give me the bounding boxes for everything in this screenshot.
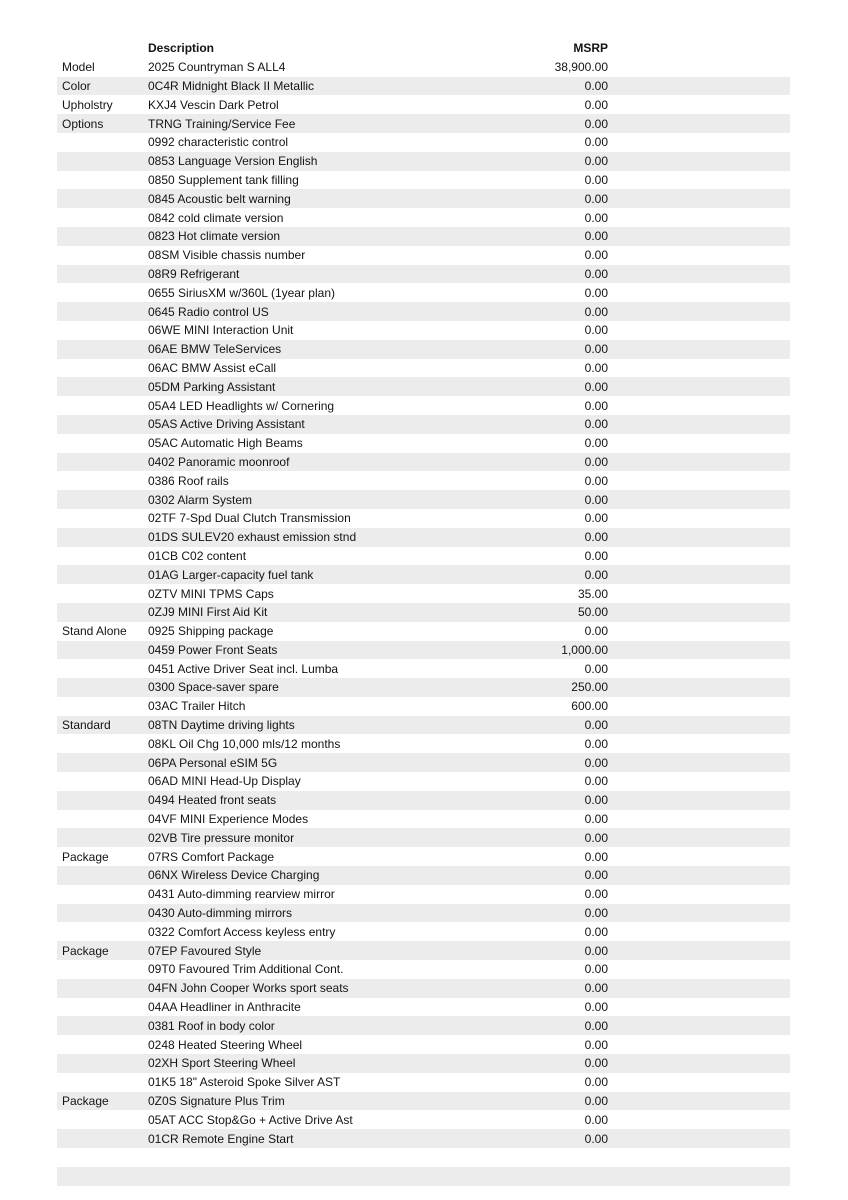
category-cell: Package: [62, 943, 109, 958]
msrp-cell: 0.00: [584, 248, 608, 263]
msrp-cell: 0.00: [584, 172, 608, 187]
category-cell: Standard: [62, 718, 111, 733]
msrp-cell: 0.00: [584, 492, 608, 507]
table-row: [57, 979, 790, 998]
msrp-cell: 50.00: [577, 605, 608, 620]
description-cell: TRNG Training/Service Fee: [148, 116, 296, 131]
description-cell: 05AT ACC Stop&Go + Active Drive Ast: [148, 1112, 353, 1127]
msrp-cell: 0.00: [584, 661, 608, 676]
description-cell: 05AS Active Driving Assistant: [148, 417, 305, 432]
table-row: [57, 659, 790, 678]
description-cell: 0845 Acoustic belt warning: [148, 191, 291, 206]
description-cell: 02TF 7-Spd Dual Clutch Transmission: [148, 511, 351, 526]
msrp-cell: 0.00: [584, 812, 608, 827]
description-cell: 04FN John Cooper Works sport seats: [148, 981, 349, 996]
table-row: [57, 904, 790, 923]
table-row: [57, 58, 790, 77]
msrp-cell: 0.00: [584, 906, 608, 921]
table-row: [57, 1016, 790, 1035]
msrp-cell: 0.00: [584, 1000, 608, 1015]
table-row: [57, 622, 790, 641]
description-cell: 01CR Remote Engine Start: [148, 1131, 294, 1146]
description-column-header: Description: [148, 41, 215, 56]
msrp-cell: 0.00: [584, 548, 608, 563]
description-cell: 0992 characteristic control: [148, 135, 289, 150]
msrp-cell: 0.00: [584, 323, 608, 338]
description-cell: 05DM Parking Assistant: [148, 379, 276, 394]
msrp-cell: 0.00: [584, 774, 608, 789]
msrp-cell: 0.00: [584, 398, 608, 413]
table-row: [57, 302, 790, 321]
table-row: [57, 528, 790, 547]
table-row: [57, 1110, 790, 1129]
description-cell: 05AC Automatic High Beams: [148, 436, 303, 451]
table-row: [57, 453, 790, 472]
msrp-cell: 0.00: [584, 454, 608, 469]
table-row: [57, 791, 790, 810]
description-cell: 0248 Heated Steering Wheel: [148, 1037, 303, 1052]
description-cell: 0Z0S Signature Plus Trim: [148, 1094, 285, 1109]
table-row: [57, 1092, 790, 1111]
table-row: [57, 95, 790, 114]
table-row: [57, 283, 790, 302]
table-row: [57, 753, 790, 772]
msrp-cell: 0.00: [584, 135, 608, 150]
description-cell: 0431 Auto-dimming rearview mirror: [148, 887, 335, 902]
msrp-cell: 0.00: [584, 436, 608, 451]
table-row: [57, 1167, 790, 1186]
description-cell: 0655 SiriusXM w/360L (1year plan): [148, 285, 335, 300]
description-cell: 0386 Roof rails: [148, 473, 229, 488]
msrp-cell: 0.00: [584, 1131, 608, 1146]
description-cell: 06AD MINI Head-Up Display: [148, 774, 301, 789]
msrp-cell: 0.00: [584, 981, 608, 996]
description-cell: 0322 Comfort Access keyless entry: [148, 924, 336, 939]
description-cell: 0300 Space-saver spare: [148, 680, 279, 695]
options-table: [57, 39, 790, 1186]
msrp-cell: 38,900.00: [554, 60, 608, 75]
description-cell: 0430 Auto-dimming mirrors: [148, 906, 293, 921]
description-cell: 01DS SULEV20 exhaust emission stnd: [148, 530, 357, 545]
description-cell: 07EP Favoured Style: [148, 943, 262, 958]
table-row: [57, 396, 790, 415]
description-cell: 06WE MINI Interaction Unit: [148, 323, 294, 338]
description-cell: 01CB C02 content: [148, 548, 247, 563]
msrp-cell: 0.00: [584, 342, 608, 357]
table-row: [57, 960, 790, 979]
table-row: [57, 828, 790, 847]
msrp-cell: 0.00: [584, 755, 608, 770]
msrp-cell: 0.00: [584, 191, 608, 206]
msrp-cell: 0.00: [584, 736, 608, 751]
description-cell: 08KL Oil Chg 10,000 mls/12 months: [148, 736, 341, 751]
table-row: [57, 697, 790, 716]
msrp-column-header: MSRP: [573, 41, 608, 56]
table-row: [57, 114, 790, 133]
table-row: [57, 866, 790, 885]
table-row: [57, 547, 790, 566]
msrp-cell: 250.00: [571, 680, 608, 695]
description-cell: 01K5 18" Asteroid Spoke Silver AST: [148, 1075, 341, 1090]
msrp-cell: 0.00: [584, 210, 608, 225]
table-row: [57, 509, 790, 528]
table-row: [57, 434, 790, 453]
msrp-cell: 35.00: [577, 586, 608, 601]
table-row: [57, 133, 790, 152]
description-cell: 0842 cold climate version: [148, 210, 284, 225]
category-cell: Upholstry: [62, 97, 113, 112]
table-row: [57, 922, 790, 941]
table-row: [57, 1035, 790, 1054]
table-row: [57, 810, 790, 829]
description-cell: 06PA Personal eSIM 5G: [148, 755, 278, 770]
description-cell: 07RS Comfort Package: [148, 849, 275, 864]
description-cell: 04AA Headliner in Anthracite: [148, 1000, 301, 1015]
description-cell: 0823 Hot climate version: [148, 229, 281, 244]
table-row: [57, 359, 790, 378]
description-cell: 0645 Radio control US: [148, 304, 269, 319]
msrp-cell: 0.00: [584, 360, 608, 375]
msrp-cell: 0.00: [584, 849, 608, 864]
category-cell: Options: [62, 116, 104, 131]
table-row: [57, 77, 790, 96]
description-cell: 08SM Visible chassis number: [148, 248, 306, 263]
description-cell: 08R9 Refrigerant: [148, 266, 240, 281]
category-cell: Package: [62, 849, 109, 864]
table-row: [57, 471, 790, 490]
description-cell: 0ZTV MINI TPMS Caps: [148, 586, 274, 601]
msrp-cell: 0.00: [584, 304, 608, 319]
table-row: [57, 716, 790, 735]
table-header-row: [57, 39, 790, 58]
description-cell: 04VF MINI Experience Modes: [148, 812, 309, 827]
options-table-body: [57, 58, 790, 1186]
msrp-cell: 0.00: [584, 793, 608, 808]
description-cell: 0302 Alarm System: [148, 492, 253, 507]
table-row: [57, 321, 790, 340]
table-row: [57, 941, 790, 960]
description-cell: 02VB Tire pressure monitor: [148, 830, 295, 845]
msrp-cell: 0.00: [584, 718, 608, 733]
table-row: [57, 227, 790, 246]
table-row: [57, 208, 790, 227]
table-row: [57, 678, 790, 697]
msrp-cell: 0.00: [584, 624, 608, 639]
description-cell: 02XH Sport Steering Wheel: [148, 1056, 296, 1071]
description-cell: 03AC Trailer Hitch: [148, 699, 246, 714]
table-row: [57, 584, 790, 603]
msrp-cell: 0.00: [584, 116, 608, 131]
msrp-cell: 0.00: [584, 924, 608, 939]
table-row: [57, 246, 790, 265]
table-row: [57, 734, 790, 753]
msrp-cell: 0.00: [584, 962, 608, 977]
msrp-cell: 0.00: [584, 229, 608, 244]
msrp-cell: 0.00: [584, 154, 608, 169]
table-row: [57, 847, 790, 866]
description-cell: 0459 Power Front Seats: [148, 642, 278, 657]
table-row: [57, 490, 790, 509]
table-row: [57, 1148, 790, 1167]
msrp-cell: 0.00: [584, 379, 608, 394]
description-cell: 0ZJ9 MINI First Aid Kit: [148, 605, 268, 620]
table-row: [57, 1129, 790, 1148]
msrp-cell: 0.00: [584, 830, 608, 845]
table-row: [57, 565, 790, 584]
description-cell: 0381 Roof in body color: [148, 1018, 275, 1033]
table-row: [57, 415, 790, 434]
msrp-cell: 1,000.00: [561, 642, 608, 657]
msrp-cell: 0.00: [584, 266, 608, 281]
description-cell: 01AG Larger-capacity fuel tank: [148, 567, 314, 582]
table-row: [57, 189, 790, 208]
msrp-cell: 0.00: [584, 1075, 608, 1090]
msrp-cell: 0.00: [584, 1056, 608, 1071]
msrp-cell: 0.00: [584, 887, 608, 902]
table-row: [57, 885, 790, 904]
msrp-cell: 0.00: [584, 78, 608, 93]
table-row: [57, 377, 790, 396]
description-cell: KXJ4 Vescin Dark Petrol: [148, 97, 279, 112]
category-cell: Color: [62, 78, 91, 93]
msrp-cell: 0.00: [584, 530, 608, 545]
table-row: [57, 171, 790, 190]
table-row: [57, 1073, 790, 1092]
table-row: [57, 265, 790, 284]
msrp-cell: 0.00: [584, 285, 608, 300]
msrp-cell: 0.00: [584, 1094, 608, 1109]
description-cell: 2025 Countryman S ALL4: [148, 60, 286, 75]
msrp-cell: 0.00: [584, 417, 608, 432]
table-row: [57, 1054, 790, 1073]
description-cell: 0C4R Midnight Black II Metallic: [148, 78, 315, 93]
msrp-cell: 0.00: [584, 567, 608, 582]
table-row: [57, 152, 790, 171]
table-row: [57, 340, 790, 359]
table-row: [57, 641, 790, 660]
msrp-cell: 0.00: [584, 97, 608, 112]
description-cell: 06AC BMW Assist eCall: [148, 360, 277, 375]
description-cell: 06NX Wireless Device Charging: [148, 868, 320, 883]
table-row: [57, 772, 790, 791]
description-cell: 09T0 Favoured Trim Additional Cont.: [148, 962, 344, 977]
table-row: [57, 998, 790, 1017]
msrp-cell: 0.00: [584, 868, 608, 883]
msrp-cell: 0.00: [584, 511, 608, 526]
msrp-cell: 0.00: [584, 473, 608, 488]
category-cell: Stand Alone: [62, 624, 127, 639]
description-cell: 0925 Shipping package: [148, 624, 274, 639]
msrp-cell: 0.00: [584, 1112, 608, 1127]
description-cell: 0451 Active Driver Seat incl. Lumba: [148, 661, 339, 676]
msrp-cell: 600.00: [571, 699, 608, 714]
description-cell: 0853 Language Version English: [148, 154, 318, 169]
description-cell: 0402 Panoramic moonroof: [148, 454, 290, 469]
msrp-cell: 0.00: [584, 1037, 608, 1052]
description-cell: 0494 Heated front seats: [148, 793, 277, 808]
category-cell: Package: [62, 1094, 109, 1109]
description-cell: 06AE BMW TeleServices: [148, 342, 282, 357]
msrp-cell: 0.00: [584, 943, 608, 958]
description-cell: 0850 Supplement tank filling: [148, 172, 299, 187]
table-row: [57, 603, 790, 622]
category-cell: Model: [62, 60, 95, 75]
description-cell: 05A4 LED Headlights w/ Cornering: [148, 398, 335, 413]
description-cell: 08TN Daytime driving lights: [148, 718, 295, 733]
msrp-cell: 0.00: [584, 1018, 608, 1033]
